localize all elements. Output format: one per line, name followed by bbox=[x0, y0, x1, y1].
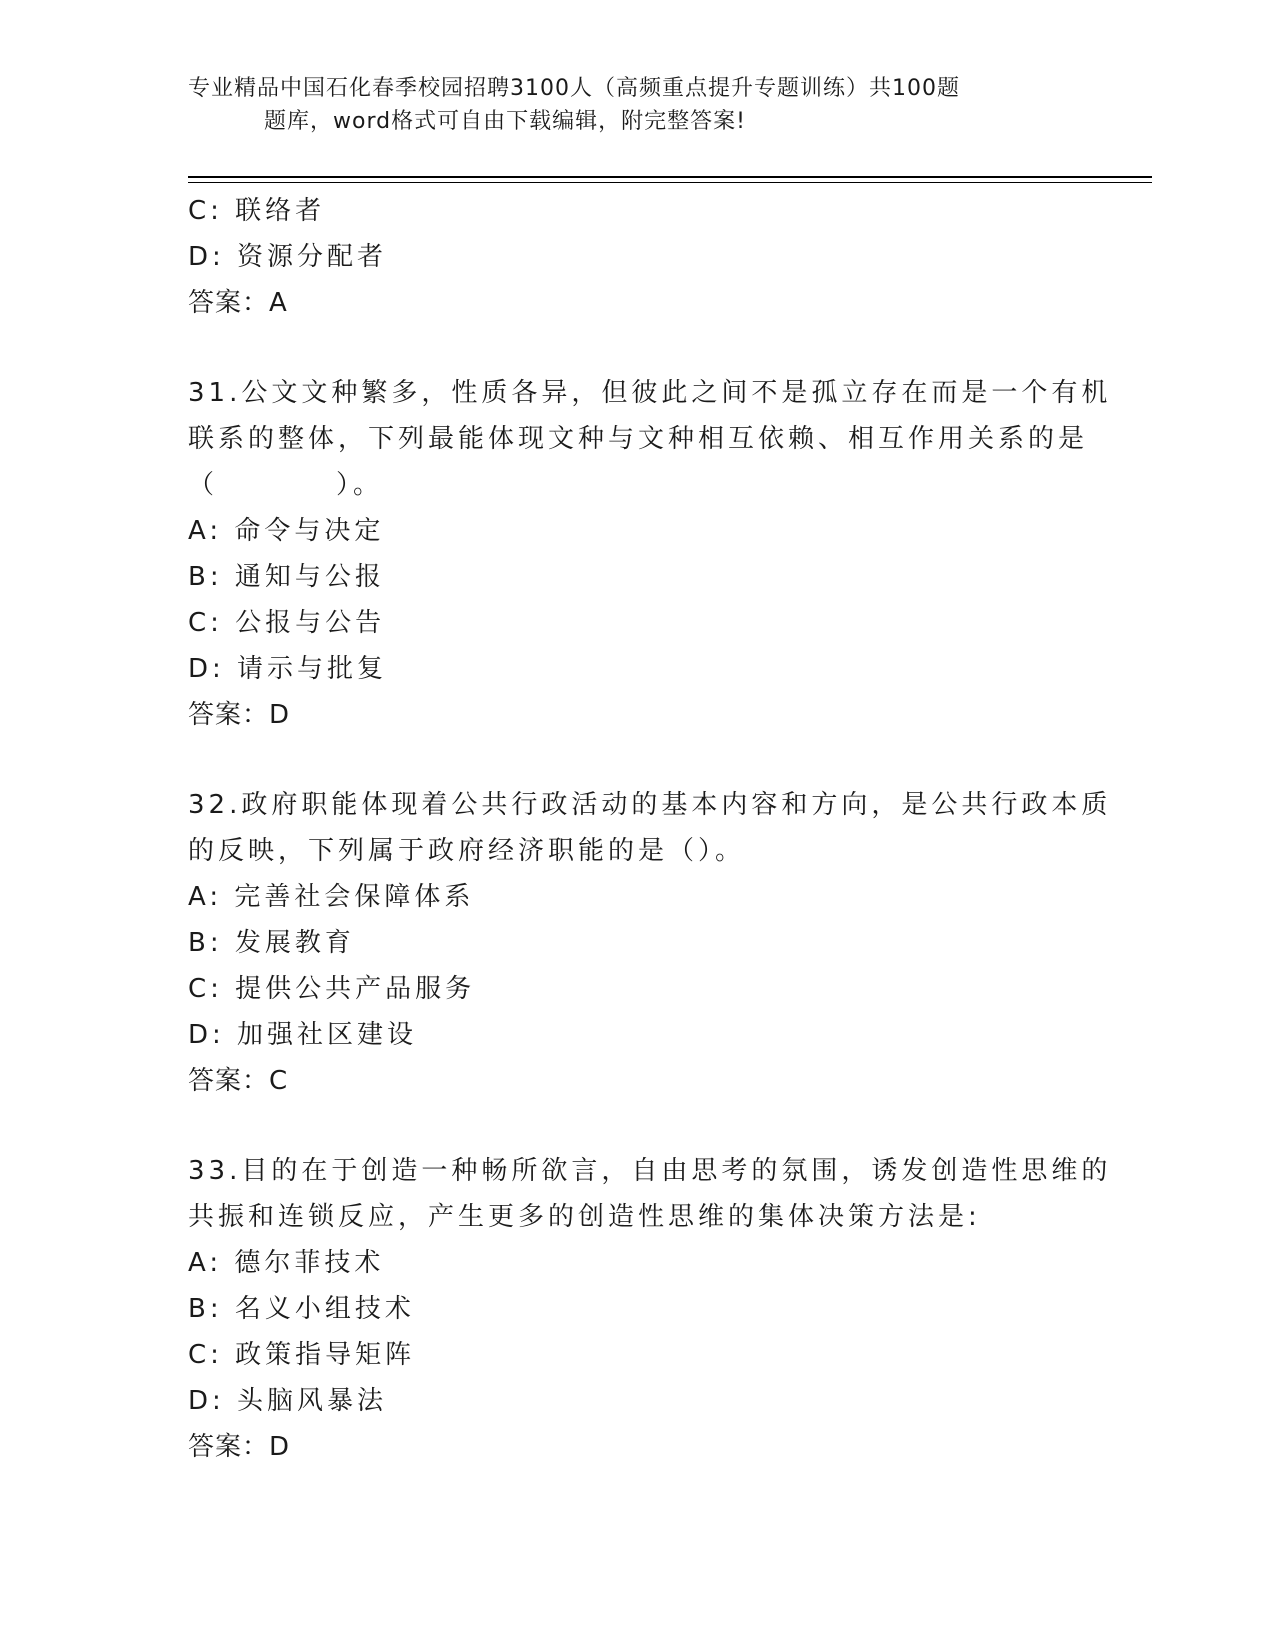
question-30-continuation bbox=[188, 188, 1088, 326]
question-32 bbox=[188, 782, 1112, 1104]
question-text-line: 33.目的在于创造一种畅所欲言，自由思考的氛围，诱发创造性思维的 bbox=[188, 1156, 1112, 1186]
header-title-line-1: 专业精品中国石化春季校园招聘3100人（高频重点提升专题训练）共100题 bbox=[188, 76, 960, 101]
spacer bbox=[188, 738, 1088, 782]
option-d: D: 请示与批复 bbox=[188, 654, 388, 684]
option-d: D: 资源分配者 bbox=[188, 242, 388, 272]
page-header bbox=[188, 72, 1048, 138]
answer-label: 答案：C bbox=[188, 1066, 289, 1096]
question-text-line: 32.政府职能体现着公共行政活动的基本内容和方向，是公共行政本质 bbox=[188, 790, 1112, 820]
option-a: A: 德尔菲技术 bbox=[188, 1248, 385, 1278]
question-content bbox=[188, 188, 1112, 1470]
header-divider-thin bbox=[188, 182, 1152, 183]
question-31 bbox=[188, 370, 1112, 738]
header-title-line-2: 题库，word格式可自由下载编辑，附完整答案! bbox=[264, 109, 746, 134]
option-c: C: 公报与公告 bbox=[188, 608, 386, 638]
answer-label: 答案：A bbox=[188, 288, 288, 318]
question-33 bbox=[188, 1148, 1112, 1470]
question-text-line: 共振和连锁反应，产生更多的创造性思维的集体决策方法是: bbox=[188, 1202, 981, 1232]
question-text-line: 的反映，下列属于政府经济职能的是（）。 bbox=[188, 836, 746, 866]
option-c: C: 联络者 bbox=[188, 196, 326, 226]
spacer bbox=[188, 1104, 1088, 1148]
answer-blank-line bbox=[188, 462, 1068, 508]
option-a: A: 命令与决定 bbox=[188, 516, 385, 546]
option-d: D: 头脑风暴法 bbox=[188, 1386, 388, 1416]
question-text-line: 31.公文文种繁多，性质各异，但彼此之间不是孤立存在而是一个有机 bbox=[188, 378, 1112, 408]
option-c: C: 政策指导矩阵 bbox=[188, 1340, 416, 1370]
answer-label: 答案：D bbox=[188, 700, 291, 730]
spacer bbox=[188, 326, 1088, 370]
question-text-line: 联系的整体，下列最能体现文种与文种相互依赖、相互作用关系的是 bbox=[188, 424, 1089, 454]
question-31-text bbox=[188, 370, 1112, 508]
option-b: B: 名义小组技术 bbox=[188, 1294, 415, 1324]
question-32-text bbox=[188, 782, 1112, 874]
blank-paren-close: ）。 bbox=[336, 470, 384, 500]
blank-paren-open: （ bbox=[188, 470, 219, 500]
option-d: D: 加强社区建设 bbox=[188, 1020, 418, 1050]
question-33-text bbox=[188, 1148, 1112, 1240]
option-b: B: 发展教育 bbox=[188, 928, 355, 958]
option-c: C: 提供公共产品服务 bbox=[188, 974, 476, 1004]
option-b: B: 通知与公报 bbox=[188, 562, 385, 592]
answer-label: 答案：D bbox=[188, 1432, 291, 1462]
header-divider-thick bbox=[188, 176, 1152, 178]
option-a: A: 完善社会保障体系 bbox=[188, 882, 475, 912]
